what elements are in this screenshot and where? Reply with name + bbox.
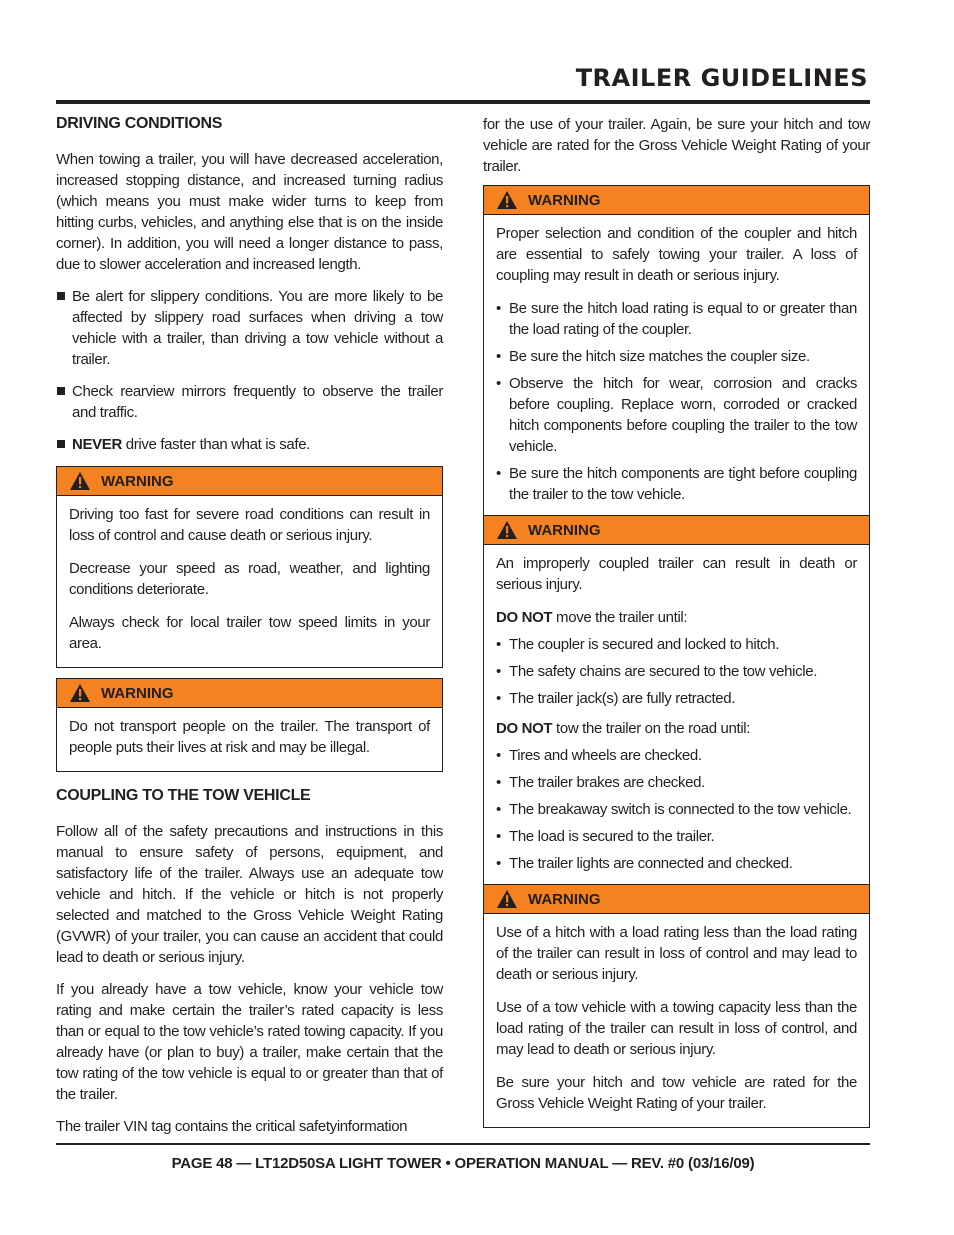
list-item: • Be sure the hitch load rating is equal to or greater than the load rating of the coupler. bbox=[496, 298, 857, 340]
bullet-mirrors: Check rearview mirrors frequently to observe the trailer and traffic. bbox=[56, 381, 443, 423]
continuation-paragraph: for the use of your trailer. Again, be sure your hitch and tow vehicle are rated for the Gross Vehicle Weight Rating of your trailer. bbox=[483, 116, 870, 175]
list-item: • The trailer jack(s) are fully retracted. bbox=[496, 688, 857, 709]
coupling-paragraph-3: The trailer VIN tag contains the critical safetyinformation bbox=[56, 1118, 408, 1135]
list-item: • Tires and wheels are checked. bbox=[496, 745, 857, 766]
warning-label: WARNING bbox=[528, 890, 601, 908]
list-item: • The trailer lights are connected and checked. bbox=[496, 853, 857, 874]
warning-header bbox=[484, 516, 869, 545]
coupling-heading: COUPLING TO THE TOW VEHICLE bbox=[56, 787, 311, 804]
right-column bbox=[483, 114, 870, 1138]
list-item: • Be sure the hitch components are tight before coupling the trailer to the tow vehicle. bbox=[496, 463, 857, 505]
warning-body bbox=[484, 215, 869, 515]
hitch-checklist bbox=[496, 298, 857, 505]
warning-label: WARNING bbox=[528, 521, 601, 539]
list-item: • The safety chains are secured to the tow vehicle. bbox=[496, 661, 857, 682]
warning-text: Proper selection and condition of the coupler and hitch are essential to safely towing your trailer. A loss of coupling may result in death or serious injury. bbox=[496, 225, 857, 284]
warning-text: Decrease your speed as road, weather, and lighting conditions deteriorate. bbox=[69, 560, 430, 598]
left-column bbox=[56, 114, 443, 1148]
list-item: • Observe the hitch for wear, corrosion and cracks before coupling. Replace worn, corroded or cracked hitch components before coupling the trailer to the tow vehicle. bbox=[496, 373, 857, 457]
never-emphasis: NEVER bbox=[72, 436, 122, 453]
warning-body bbox=[484, 545, 869, 884]
warning-box-improper-coupling bbox=[483, 516, 870, 885]
bullet-slippery: Be alert for slippery conditions. You are more likely to be affected by slippery road surfaces when driving a tow vehicle with a trailer, than driving a tow vehicle without a trailer. bbox=[56, 286, 443, 370]
do-not-move-text: move the trailer until: bbox=[552, 609, 688, 626]
move-checklist bbox=[496, 634, 857, 709]
warning-triangle-icon bbox=[69, 471, 91, 491]
list-item: • The coupler is secured and locked to hitch. bbox=[496, 634, 857, 655]
coupling-paragraph-2: If you already have a tow vehicle, know your vehicle tow rating and make certain the trailer’s rated capacity is less than or equal to the tow vehicle’s rated towing capacity. If you already have (or plan to buy) a trailer, make certain that the tow rating of the tow vehicle is equal to or greater than that of the trailer. bbox=[56, 981, 443, 1103]
tow-checklist bbox=[496, 745, 857, 874]
warning-box-load-rating bbox=[483, 885, 870, 1128]
page-footer: PAGE 48 — LT12D50SA LIGHT TOWER • OPERATION MANUAL — REV. #0 (03/16/09) bbox=[171, 1155, 755, 1172]
do-not-tow-text: tow the trailer on the road until: bbox=[552, 720, 751, 737]
warning-header bbox=[484, 186, 869, 215]
list-item: • Be sure the hitch size matches the coupler size. bbox=[496, 346, 857, 367]
warning-box-speed bbox=[56, 466, 443, 668]
list-item: • The breakaway switch is connected to the tow vehicle. bbox=[496, 799, 857, 820]
do-not-emphasis: DO NOT bbox=[496, 609, 553, 626]
list-item: • The load is secured to the trailer. bbox=[496, 826, 857, 847]
warning-text: Use of a hitch with a load rating less than the load rating of the trailer can result in loss of control and may lead to death or serious injury. bbox=[496, 924, 857, 983]
bullet-never-speed bbox=[56, 434, 443, 455]
warning-text: Be sure your hitch and tow vehicle are rated for the Gross Vehicle Weight Rating of your trailer. bbox=[496, 1074, 857, 1112]
driving-intro: When towing a trailer, you will have decreased acceleration, increased stopping distance, and increased turning radius (which means you must make wider turns to keep from hitting curbs, vehicles, and anything else that is on the inside corner). In addition, you will need a longer distance to pass, due to slower acceleration and increased length. bbox=[56, 151, 443, 273]
warning-text: Use of a tow vehicle with a towing capacity less than the load rating of the trailer can result in loss of control, and may lead to death or serious injury. bbox=[496, 999, 857, 1058]
warning-body bbox=[57, 496, 442, 667]
warning-header bbox=[484, 885, 869, 914]
warning-text: Driving too fast for severe road conditions can result in loss of control and cause death or serious injury. bbox=[69, 506, 430, 544]
warning-triangle-icon bbox=[496, 190, 518, 210]
warning-text: Always check for local trailer tow speed limits in your area. bbox=[69, 614, 430, 652]
warning-triangle-icon bbox=[496, 520, 518, 540]
warning-body bbox=[57, 708, 442, 771]
warning-header bbox=[57, 467, 442, 496]
driving-conditions-heading: DRIVING CONDITIONS bbox=[56, 115, 223, 132]
never-text: drive faster than what is safe. bbox=[121, 436, 311, 453]
page-title: TRAILER GUIDELINES bbox=[575, 64, 868, 92]
warning-text: An improperly coupled trailer can result in death or serious injury. bbox=[496, 555, 857, 593]
do-not-move-line bbox=[496, 607, 857, 628]
warning-text: Do not transport people on the trailer. The transport of people puts their lives at risk and may be illegal. bbox=[69, 718, 430, 756]
warning-triangle-icon bbox=[496, 889, 518, 909]
footer-rule bbox=[56, 1143, 870, 1145]
do-not-tow-line bbox=[496, 718, 857, 739]
header-rule bbox=[56, 100, 870, 104]
warning-label: WARNING bbox=[101, 472, 174, 490]
warning-label: WARNING bbox=[528, 191, 601, 209]
do-not-emphasis: DO NOT bbox=[496, 720, 553, 737]
warning-box-passengers bbox=[56, 678, 443, 772]
warning-box-coupler bbox=[483, 185, 870, 516]
coupling-paragraph-1: Follow all of the safety precautions and instructions in this manual to ensure safety of persons, equipment, and satisfactory life of the trailer. Always use an adequate tow vehicle and hitch. If the vehicle or hitch is not properly selected and matched to the Gross Vehicle Weight Rating (GVWR) of your trailer, you can cause an accident that could lead to death or serious injury. bbox=[56, 823, 443, 966]
warning-label: WARNING bbox=[101, 684, 174, 702]
list-item: • The trailer brakes are checked. bbox=[496, 772, 857, 793]
warning-triangle-icon bbox=[69, 683, 91, 703]
warning-header bbox=[57, 679, 442, 708]
warning-body bbox=[484, 914, 869, 1127]
